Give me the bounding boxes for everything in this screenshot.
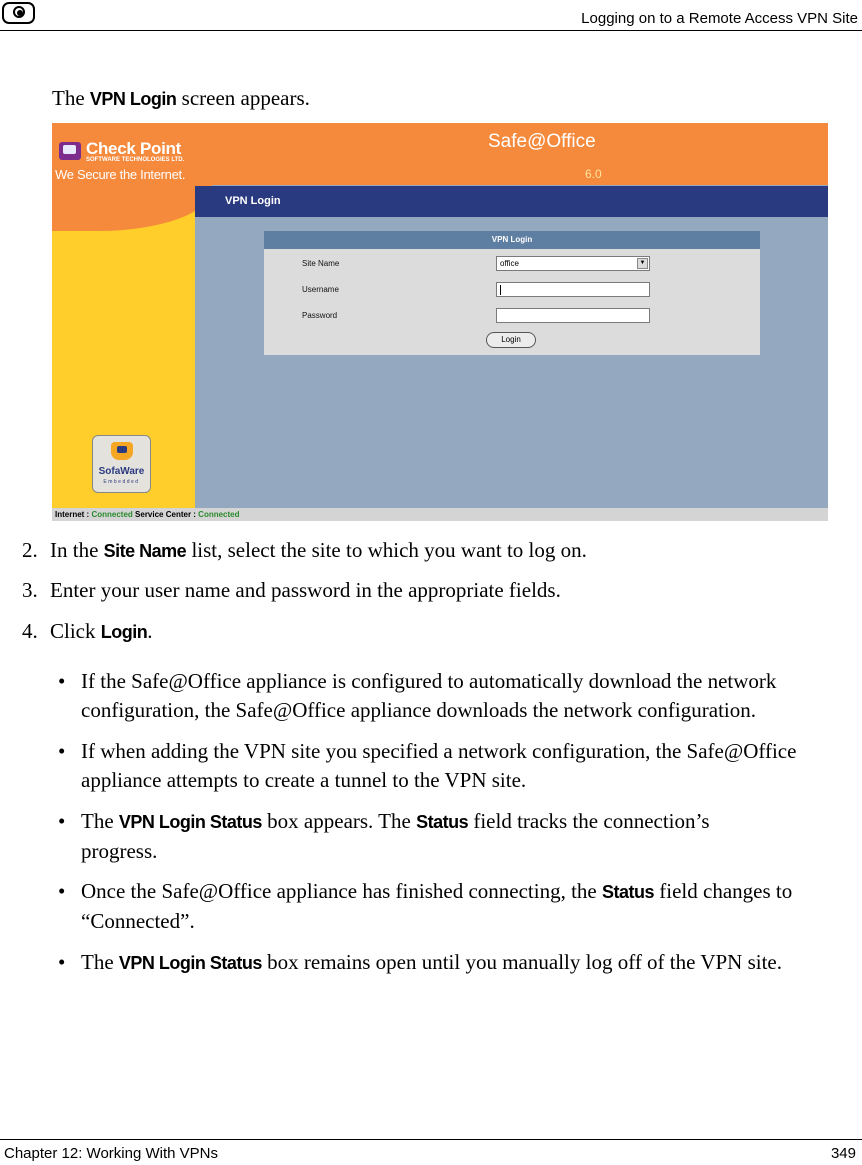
brand-name: Check Point <box>86 139 181 158</box>
site-name-label: Site Name <box>302 259 340 268</box>
login-panel <box>264 231 760 355</box>
list-item: 4. Click Login. <box>22 619 153 643</box>
page-number: 349 <box>830 1145 856 1162</box>
list-item: • The VPN Login Status box remains open until you manually log off of the VPN site. <box>58 950 782 974</box>
intro-paragraph: The VPN Login screen appears. <box>52 86 310 110</box>
page-title-bar <box>195 186 828 217</box>
sofaware-owl-icon <box>111 442 133 460</box>
username-label: Username <box>302 285 339 294</box>
product-version: 6.0 <box>585 167 602 181</box>
list-item: • Once the Safe@Office appliance has finished connecting, the Status field changes to “Connected”. <box>58 879 793 933</box>
bullet-list <box>58 667 838 989</box>
list-item: • If when adding the VPN site you specified a network configuration, the Safe@Office appliance attempts to create a tunnel to the VPN site. <box>58 739 797 792</box>
status-bar: Internet : Connected Service Center : Connected <box>52 508 828 521</box>
panel-title: VPN Login <box>264 231 760 249</box>
list-item: • If the Safe@Office appliance is configured to automatically download the network configuration, the Safe@Office appliance downloads the network configuration. <box>58 669 777 722</box>
site-name-select[interactable]: office ▼ <box>496 256 650 271</box>
vpn-login-screenshot <box>52 123 828 521</box>
list-item: 2. In the Site Name list, select the site to which you want to log on. <box>22 538 587 562</box>
brand-tagline: We Secure the Internet. <box>55 167 186 182</box>
sofaware-logo: SofaWare Embedded <box>92 435 151 493</box>
page-title: VPN Login <box>225 195 281 207</box>
checkpoint-logo-icon <box>59 142 81 160</box>
brand-subtitle: SOFTWARE TECHNOLOGIES LTD. <box>86 157 185 163</box>
header-rule <box>0 30 862 31</box>
footer-rule <box>0 1139 862 1140</box>
chevron-down-icon[interactable]: ▼ <box>637 258 648 269</box>
running-header: Logging on to a Remote Access VPN Site <box>581 10 858 27</box>
list-item: 3. Enter your user name and password in the appropriate fields. <box>22 578 561 602</box>
product-name: Safe@Office <box>488 131 596 152</box>
footer-chapter: Chapter 12: Working With VPNs <box>4 1145 218 1162</box>
login-button[interactable]: Login <box>486 332 536 348</box>
list-item: • The VPN Login Status box appears. The Status field tracks the connection’s progress. <box>58 809 710 863</box>
screen-icon <box>2 2 35 24</box>
password-field[interactable] <box>496 308 650 323</box>
password-label: Password <box>302 311 338 320</box>
username-field[interactable] <box>496 282 650 297</box>
